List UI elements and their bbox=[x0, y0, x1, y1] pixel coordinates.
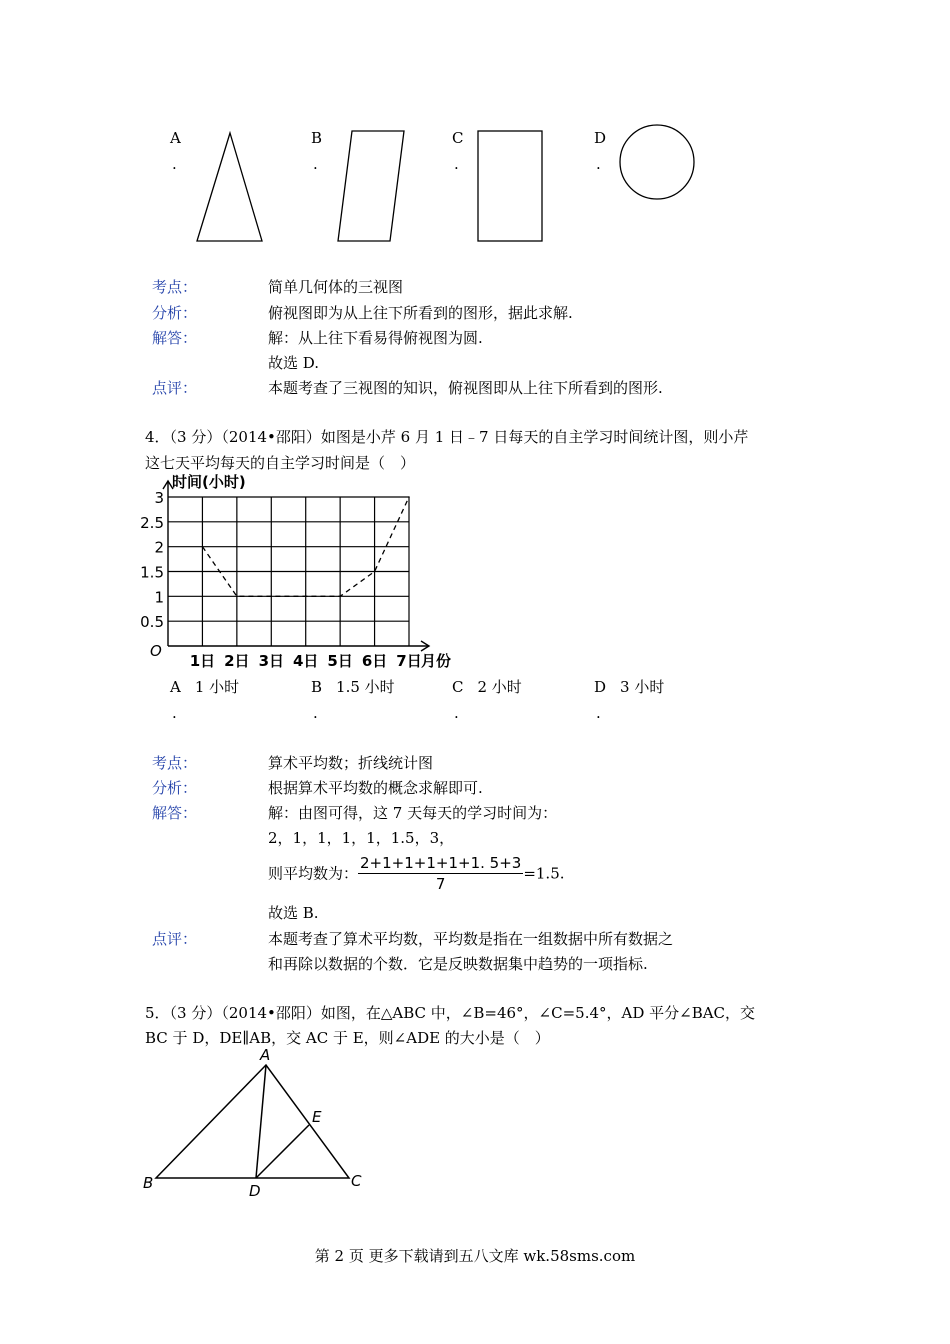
q4-option-b-letter: B bbox=[311, 678, 323, 696]
q4-jieda-2: 2，1，1，1，1，1.5，3， bbox=[268, 829, 455, 847]
q4-stem-line2: 这七天平均每天的自主学习时间是（ ） bbox=[145, 454, 416, 472]
q3-option-d-dot: . bbox=[596, 155, 601, 173]
q4-jieda-4: 故选 B. bbox=[268, 904, 319, 922]
q4-option-a-text: 1 小时 bbox=[194, 678, 240, 696]
q5-stem-line2: BC 于 D，DE∥AB，交 AC 于 E，则∠ADE 的大小是（ ） bbox=[145, 1029, 550, 1047]
x-tick-label: 6日 bbox=[361, 652, 388, 670]
y-tick-label: 0.5 bbox=[140, 613, 164, 632]
origin-label: O bbox=[150, 642, 162, 660]
q4-fraction-denominator: 7 bbox=[435, 875, 446, 893]
q4-option-b-dot: . bbox=[313, 704, 318, 722]
q3-option-a-dot: . bbox=[172, 155, 177, 173]
q4-stem-line1: 4．（3 分）（2014•邵阳）如图是小芹 6 月 1 日﹣7 日每天的自主学习时间统计图，则小芹 bbox=[145, 428, 749, 446]
x-tick-label: 5日 bbox=[327, 652, 353, 670]
q4-fraction-numerator: 2+1+1+1+1+1. 5+3 bbox=[360, 854, 522, 872]
y-tick-label: 3 bbox=[154, 489, 164, 507]
q3-fenxi: 俯视图即为从上往下所看到的图形，据此求解. bbox=[268, 304, 573, 322]
q4-option-a-dot: . bbox=[172, 704, 177, 722]
q4-mean-prefix: 则平均数为： bbox=[268, 864, 359, 883]
q4-dianping-1: 本题考查了算术平均数，平均数是指在一组数据中所有数据之 bbox=[268, 930, 674, 948]
q3-option-c-letter: C bbox=[452, 129, 464, 147]
x-tick-label: 7日 bbox=[396, 652, 422, 670]
q3-option-c-dot: . bbox=[454, 155, 459, 173]
x-axis-label: 月份 bbox=[421, 652, 452, 670]
q3-jieda-1: 解：从上往下看易得俯视图为圆. bbox=[268, 329, 483, 347]
q3-jieda-label: 解答： bbox=[152, 329, 198, 347]
y-tick-label: 2 bbox=[154, 538, 164, 557]
q4-fenxi: 根据算术平均数的概念求解即可. bbox=[268, 779, 483, 797]
x-tick-label: 3日 bbox=[258, 652, 285, 670]
q4-mean-suffix: =1.5. bbox=[523, 864, 565, 883]
point-e-label: E bbox=[312, 1108, 322, 1126]
q5-stem-line1: 5．（3 分）（2014•邵阳）如图，在△ABC 中，∠B=46°，∠C=5.4°，AD 平分∠BAC，交 bbox=[145, 1004, 756, 1022]
point-d-label: D bbox=[249, 1182, 261, 1200]
y-tick-label: 1.5 bbox=[140, 563, 164, 582]
q4-fenxi-label: 分析： bbox=[152, 779, 198, 797]
page-footer: 第 2 页 更多下载请到五八文库 wk.58sms.com bbox=[314, 1247, 636, 1265]
q4-option-c-letter: C bbox=[452, 678, 464, 696]
y-axis-label: 时间(小时) bbox=[172, 473, 246, 491]
segment-ad bbox=[256, 1065, 266, 1178]
q4-jieda-1: 解：由图可得，这 7 天每天的学习时间为： bbox=[268, 804, 558, 822]
y-tick-label: 2.5 bbox=[140, 513, 164, 532]
q3-dianping: 本题考查了三视图的知识，俯视图即从上往下所看到的图形. bbox=[268, 379, 663, 397]
q4-option-d-text: 3 小时 bbox=[620, 678, 665, 696]
y-tick-label: 1 bbox=[154, 588, 164, 607]
q4-option-d-dot: . bbox=[596, 704, 601, 722]
q4-option-c-text: 2 小时 bbox=[477, 678, 522, 696]
q4-kaodian-label: 考点： bbox=[152, 754, 198, 772]
q4-option-b-text: 1.5 小时 bbox=[336, 678, 395, 696]
q3-dianping-label: 点评： bbox=[152, 379, 198, 397]
q4-kaodian: 算术平均数；折线统计图 bbox=[268, 754, 434, 772]
x-tick-label: 1日 bbox=[189, 652, 216, 670]
q3-option-d-letter: D bbox=[594, 129, 607, 147]
q3-option-a-letter: A bbox=[170, 129, 181, 147]
q4-dianping-2: 和再除以数据的个数．它是反映数据集中趋势的一项指标. bbox=[268, 955, 648, 973]
x-tick-label: 4日 bbox=[292, 652, 319, 670]
point-c-label: C bbox=[351, 1172, 362, 1190]
q4-option-d-letter: D bbox=[594, 678, 607, 696]
q3-kaodian-label: 考点： bbox=[152, 278, 198, 296]
q3-kaodian: 简单几何体的三视图 bbox=[268, 278, 404, 296]
x-tick-label: 2日 bbox=[224, 652, 250, 670]
q3-option-b-letter: B bbox=[311, 129, 323, 147]
q3-jieda-2: 故选 D. bbox=[268, 354, 320, 372]
point-b-label: B bbox=[143, 1174, 154, 1192]
q3-option-b-dot: . bbox=[313, 155, 318, 173]
q4-dianping-label: 点评： bbox=[152, 930, 198, 948]
q4-option-a-letter: A bbox=[170, 678, 181, 696]
q4-jieda-label: 解答： bbox=[152, 804, 198, 822]
q4-option-c-dot: . bbox=[454, 704, 459, 722]
q3-fenxi-label: 分析： bbox=[152, 304, 198, 322]
segment-de bbox=[256, 1125, 309, 1178]
point-a-label: A bbox=[260, 1046, 271, 1064]
